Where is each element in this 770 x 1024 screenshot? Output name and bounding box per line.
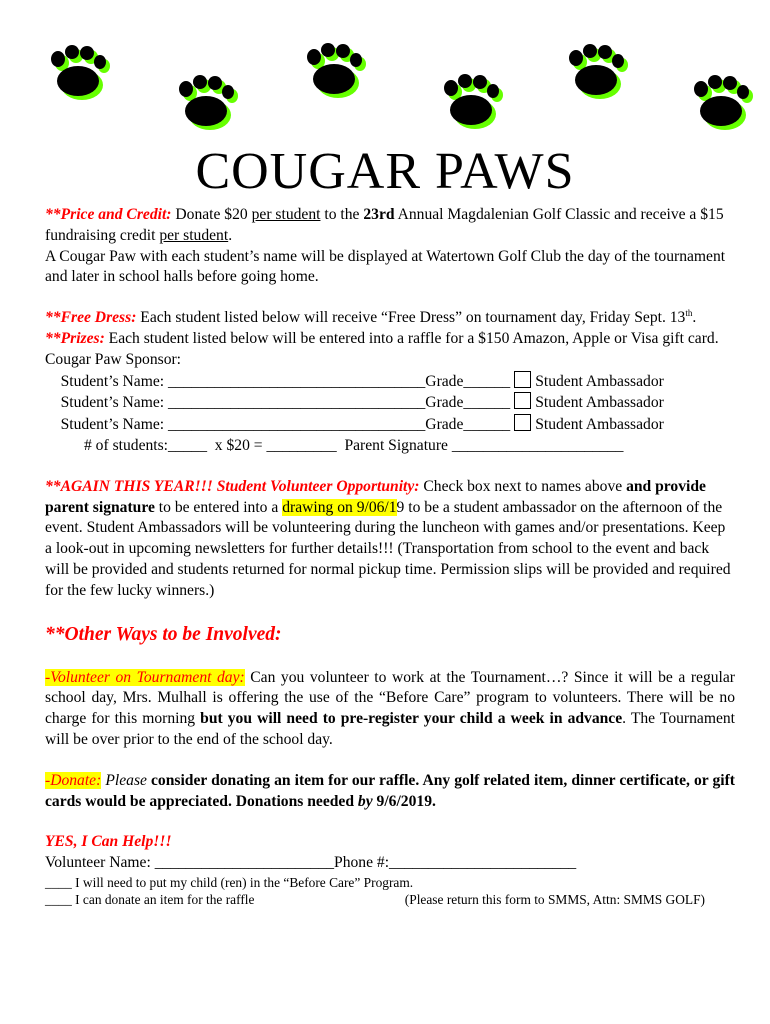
- ambassador-checkbox[interactable]: [514, 414, 531, 431]
- paw-print-icon: [303, 43, 369, 105]
- volunteer-opportunity-paragraph: **AGAIN THIS YEAR!!! Student Volunteer Opportunity: Check box next to names above and provide parent signature to be entered into a drawing on 9/06/19 to be a student ambassador on the afternoon of the event. Student Ambassadors will be volunteering during the luncheon with games and/or presentations. Keep a look-out in upcoming newsletters for further details!!! (Transportation from school to the event and back will be provided and students returned for normal pickup time. Permission slips will be provided and required for the few lucky winners.): [45, 477, 731, 599]
- free-dress-paragraph: **Free Dress: Each student listed below will receive “Free Dress” on tournament day, Friday Sept. 13th.: [45, 308, 697, 327]
- sponsor-label: Cougar Paw Sponsor:: [45, 350, 182, 368]
- before-care-option[interactable]: ____ I will need to put my child (ren) in the “Before Care” Program.: [45, 874, 414, 890]
- help-heading: YES, I Can Help!!!: [45, 833, 172, 851]
- paw-print-icon: [565, 44, 631, 106]
- paw-print-icon: [440, 74, 506, 136]
- price-label: **Price and Credit:: [45, 206, 172, 223]
- donate-paragraph: -Donate: Please consider donating an item for our raffle. Any golf related item, dinner certificate, or gift cards would be appreciated. Donations needed by 9/6/2019.: [45, 771, 735, 810]
- display-paragraph: A Cougar Paw with each student’s name will be displayed at Watertown Golf Club the day of the tournament and later in school halls before going home.: [45, 247, 726, 286]
- students-count-row[interactable]: # of students:_____ x $20 = _________ Parent Signature ______________________: [45, 436, 624, 454]
- tournament-volunteer-paragraph: -Volunteer on Tournament day: Can you volunteer to work at the Tournament…? Since it will be a regular school day, Mrs. Mulhall is offering the use of the “Before Care” program to volunteers. There will be no charge for this morning but you will need to pre-register your child a week in advance. The Tournament will be over prior to the end of the school day.: [45, 668, 736, 748]
- return-instructions: (Please return this form to SMMS, Attn: SMMS GOLF): [404, 891, 705, 907]
- page-title: COUGAR PAWS: [195, 143, 575, 200]
- ambassador-checkbox[interactable]: [514, 392, 531, 409]
- student-name-field[interactable]: Student’s Name: _________________________________Grade______: [45, 372, 511, 390]
- paw-print-icon: [175, 75, 241, 137]
- student-name-field[interactable]: Student’s Name: _________________________________Grade______: [45, 394, 511, 412]
- volunteer-name-phone-field[interactable]: Volunteer Name: _______________________Phone #:________________________: [45, 854, 577, 872]
- student-name-field[interactable]: Student’s Name: _________________________________Grade______: [45, 416, 511, 434]
- other-ways-heading: **Other Ways to be Involved:: [45, 623, 282, 645]
- student-row: Student’s Name: _________________________________Grade______ Student Ambassador: [45, 394, 664, 412]
- document-body: [45, 205, 735, 908]
- student-row: Student’s Name: _________________________________Grade______ Student Ambassador: [45, 372, 664, 390]
- ambassador-checkbox[interactable]: [514, 371, 531, 388]
- paw-print-icon: [690, 75, 756, 137]
- paw-print-icon: [47, 45, 113, 107]
- student-row: Student’s Name: _________________________________Grade______ Student Ambassador: [45, 416, 664, 434]
- donate-option-row: [45, 891, 705, 908]
- donate-item-option[interactable]: ____ I can donate an item for the raffle: [45, 891, 255, 907]
- prizes-paragraph: **Prizes: Each student listed below will be entered into a raffle for a $150 Amazon, Apple or Visa gift card.: [45, 329, 719, 347]
- price-paragraph: **Price and Credit: Donate $20 per student to the 23rd Annual Magdalenian Golf Classic and receive a $15 fundraising credit per student.: [45, 206, 724, 244]
